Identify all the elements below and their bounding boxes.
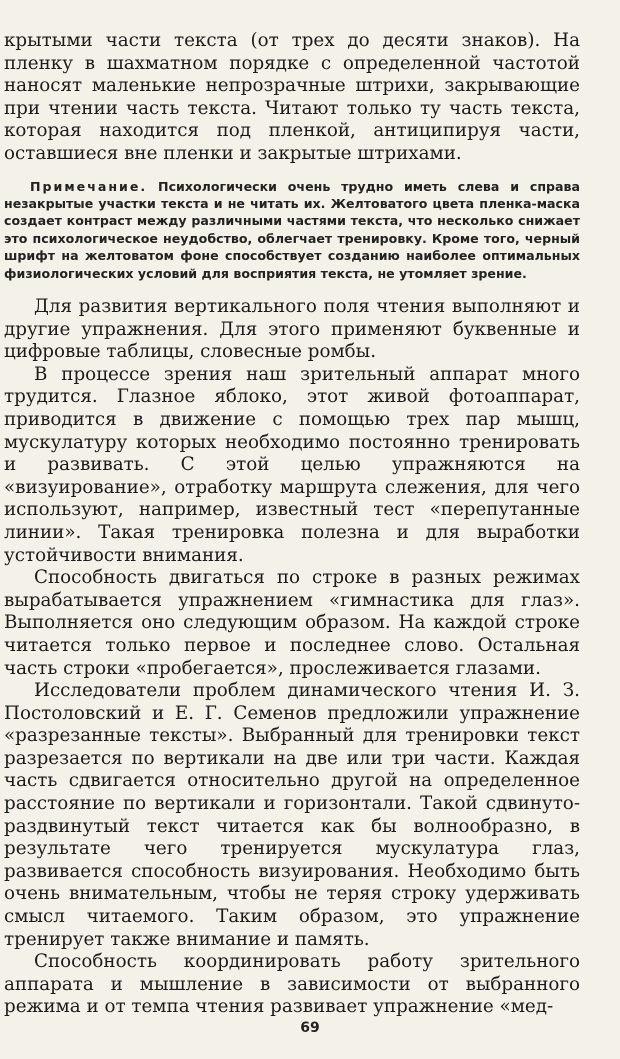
paragraph-5: Способность координировать работу зрительного аппарата и мышление в зависимости от выбранного режима и от темпа чтения развивает упражнение «мед- (4, 951, 580, 1018)
paragraph-top-1: крытыми части текста (от трех до десяти знаков). На пленку в шахматном порядке с определенной частотой наносят маленькие непрозрачные штрихи, закрывающие при чтении часть текста. Читают только ту часть текста, которая находится под пленкой, антиципируя части, оставшиеся вне пленки и закрытые штрихами. (4, 30, 580, 164)
note-text: Психологически очень трудно иметь слева и справа незакрытые участки текста и не читать их. Желтоватого цвета пленка-маска создает контраст между различными частями текста, что несколько снижает это психологическое неудобство, облегчает тренировку. Кроме того, черный шрифт на желтоватом фоне способствует созданию наиболее оптимальных физиологических условий для восприятия текста, не утомляет зрение. (4, 178, 581, 281)
note-label: Примечание. (30, 178, 148, 194)
page-number: 69 (300, 1020, 320, 1036)
paragraph-2: В процессе зрения наш зрительный аппарат много трудится. Глазное яблоко, этот живой фотоаппарат, приводится в движение с помощью трех пар мышц, мускулатуру которых необходимо постоянно тренировать и развивать. С этой целью упражняются на «визуирование», отработку маршрута слежения, для чего используют, например, известный тест «перепутанные линии». Такая тренировка полезна и для выработки устойчивости внимания. (4, 363, 580, 566)
paragraph-1: Для развития вертикального поля чтения выполняют и другие упражнения. Для этого применяют буквенные и цифровые таблицы, словесные ромбы. (4, 296, 580, 363)
page-content (4, 30, 580, 1019)
note-block (4, 178, 580, 282)
paragraph-4: Исследователи проблем динамического чтения И. З. Постоловский и Е. Г. Семенов предложили упражнение «разрезанные тексты». Выбранный для тренировки текст разрезается по вертикали на две или три части. Каждая часть сдвигается относительно другой на определенное расстояние по вертикали и горизонтали. Такой сдвинуто-раздвинутый текст читается как бы волнообразно, в результате чего тренируется мускулатура глаз, развивается способность визуирования. Необходимо быть очень внимательным, чтобы не теряя строку удерживать смысл читаемого. Таким образом, это упражнение тренирует также внимание и память. (4, 680, 580, 950)
paragraph-3: Способность двигаться по строке в разных режимах вырабатывается упражнением «гимнастика для глаз». Выполняется оно следующим образом. На каждой строке читается только первое и последнее слово. Остальная часть строки «пробегается», прослеживается глазами. (4, 567, 580, 679)
spacer (4, 282, 580, 296)
